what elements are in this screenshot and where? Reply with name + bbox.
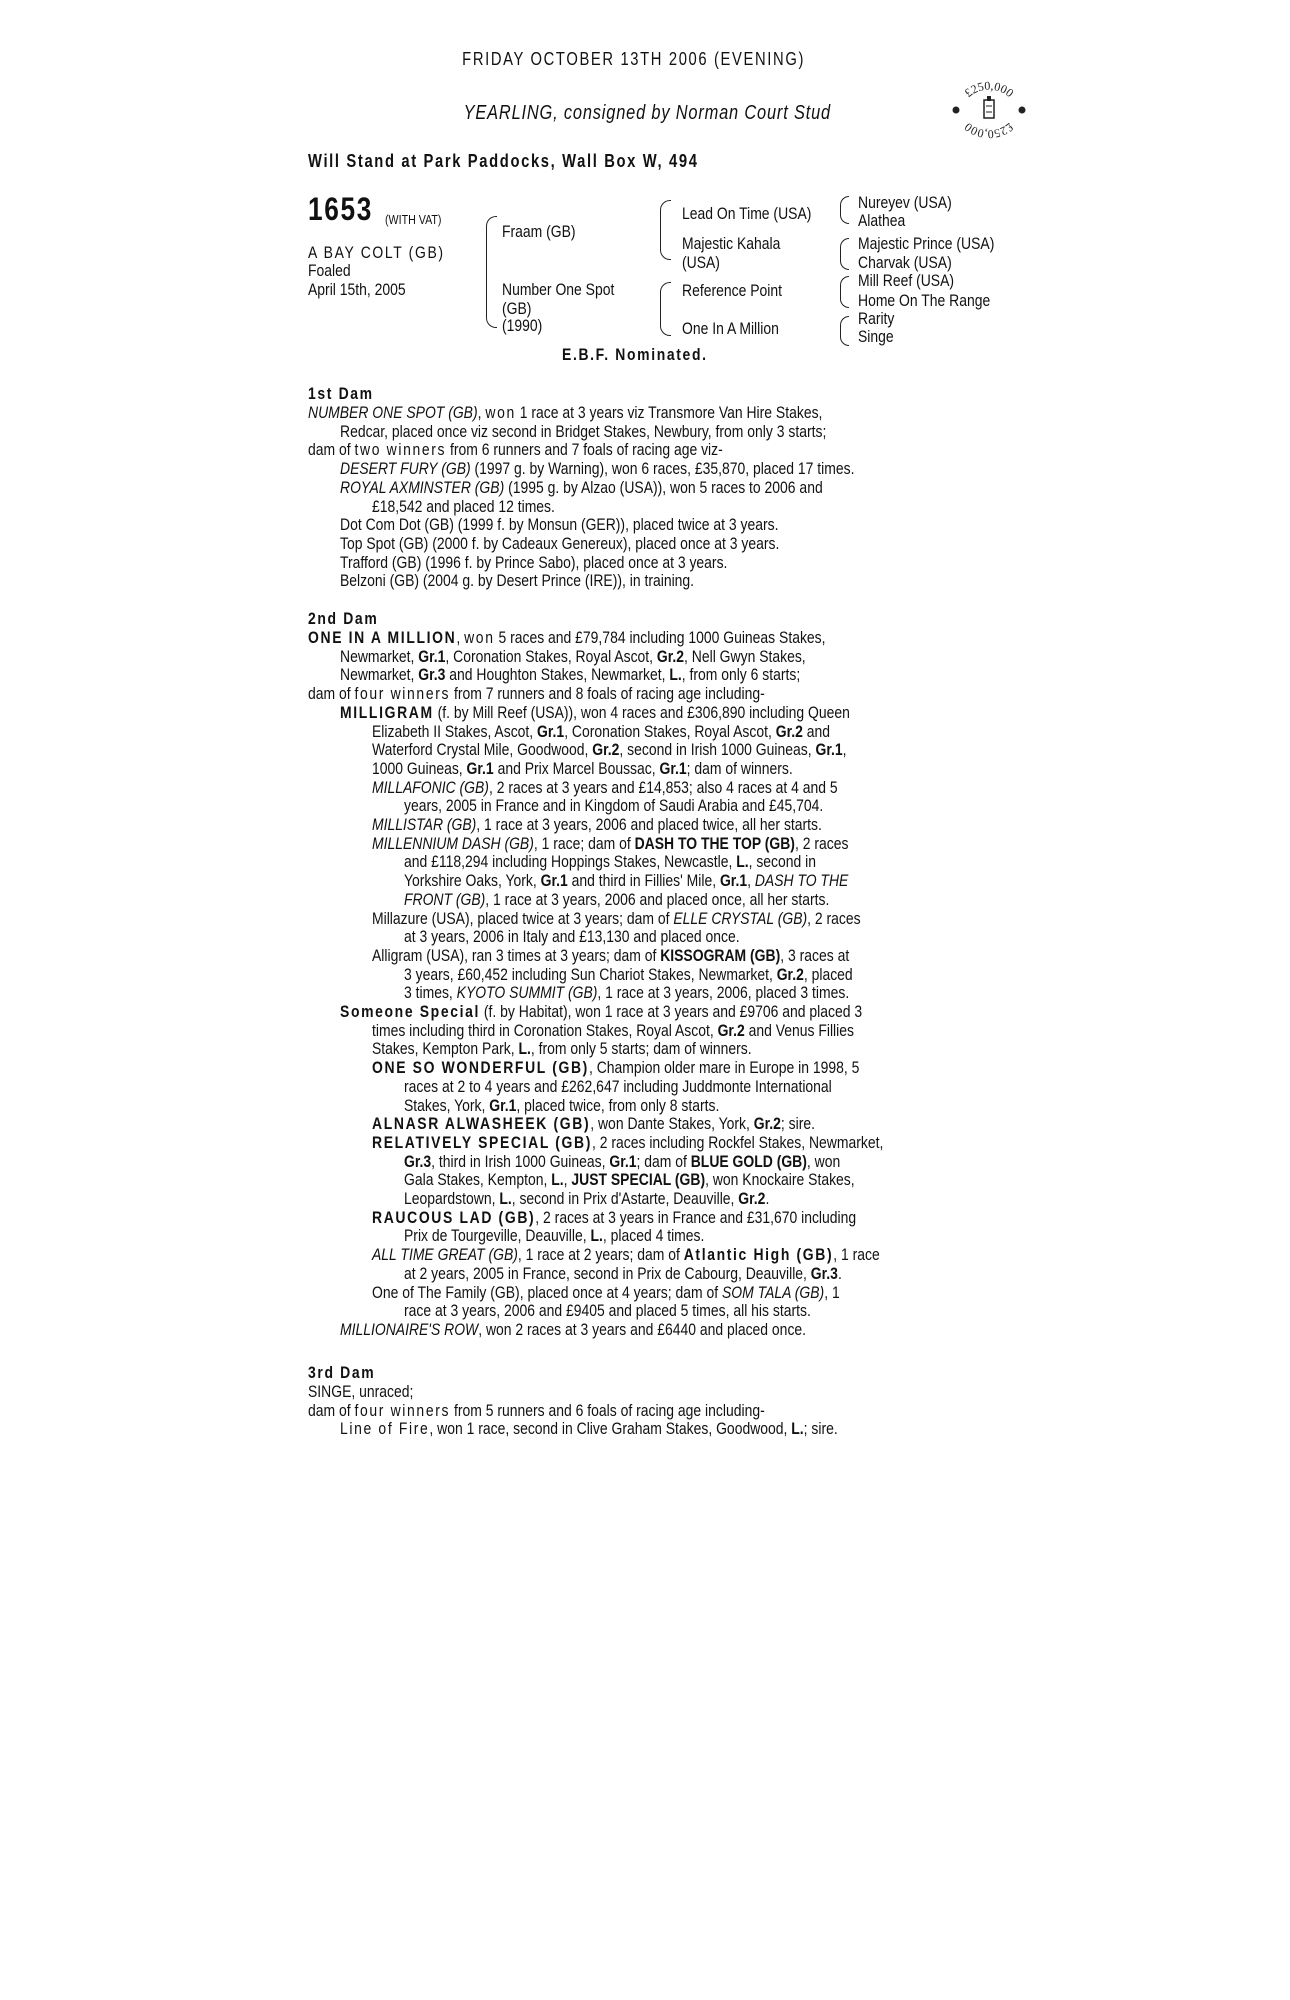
pedigree-brace-dam [660, 282, 671, 336]
vat-note: (WITH VAT) [385, 212, 442, 227]
dam2-line: MILLIONAIRE'S ROW, won 2 races at 3 years and £6440 and placed once. [340, 1319, 807, 1339]
foaled-label: Foaled [308, 261, 351, 280]
dam2-line: 3 years, £60,452 including Sun Chariot Stakes, Newmarket, Gr.2, placed [404, 964, 853, 984]
great-grandparent-1: Nureyev (USA) [858, 193, 952, 212]
dam2-line: Waterford Crystal Mile, Goodwood, Gr.2, second in Irish 1000 Guineas, Gr.1, [372, 740, 847, 760]
dam1-line: £18,542 and placed 12 times. [372, 496, 555, 516]
dam2-line: ONE IN A MILLION, won 5 races and £79,784 including 1000 Guineas Stakes, [308, 628, 826, 647]
dam-name-line1: Number One Spot [502, 280, 615, 299]
pedigree-brace-g3 [840, 276, 849, 308]
dam2-line: 1000 Guineas, Gr.1 and Prix Marcel Boussac, Gr.1; dam of winners. [372, 758, 793, 778]
sire-dam-line2: (USA) [682, 253, 720, 272]
dam2-line: Leopardstown, L., second in Prix d'Astarte, Deauville, Gr.2. [404, 1189, 770, 1208]
consignor-line: YEARLING, consigned by Norman Court Stud [463, 102, 831, 124]
dam1-line: Top Spot (GB) (2000 f. by Cadeaux Genereux), placed once at 3 years. [340, 533, 780, 553]
great-grandparent-5: Mill Reef (USA) [858, 271, 955, 290]
dam2-line: MILLENNIUM DASH (GB), 1 race; dam of DASH TO THE TOP (GB), 2 races [372, 833, 849, 853]
great-grandparent-7: Rarity [858, 309, 895, 328]
dam2-line: at 2 years, 2005 in France, second in Prix de Cabourg, Deauville, Gr.3. [404, 1263, 842, 1283]
dam3-line: SINGE, unraced; [308, 1382, 414, 1401]
pedigree-brace-g4 [840, 316, 849, 346]
dam2-line: Alligram (USA), ran 3 times at 3 years; dam of KISSOGRAM (GB), 3 races at [372, 945, 850, 965]
sale-date: FRIDAY OCTOBER 13TH 2006 (EVENING) [462, 49, 806, 69]
badge-text-bottom: £250,000 [961, 119, 1017, 142]
dam1-line: NUMBER ONE SPOT (GB), won 1 race at 3 years viz Transmore Van Hire Stakes, [308, 403, 823, 422]
pedigree-brace-main [486, 216, 497, 328]
dam-name-line2: (GB) [502, 299, 532, 318]
svg-text:£250,000 [962, 120, 1017, 141]
lot-number: 1653 [308, 191, 373, 227]
dam2-line: Someone Special (f. by Habitat), won 1 race at 3 years and £9706 and placed 3 [340, 1002, 863, 1021]
dam-sire: Reference Point [682, 281, 782, 300]
sire-sire: Lead On Time (USA) [682, 204, 812, 223]
great-grandparent-8: Singe [858, 327, 894, 346]
dam2-line: Gr.3, third in Irish 1000 Guineas, Gr.1; dam of BLUE GOLD (GB), won [404, 1151, 841, 1171]
dam2-line: RAUCOUS LAD (GB), 2 races at 3 years in France and £31,670 including [372, 1207, 857, 1227]
dam2-line: and £118,294 including Hoppings Stakes, Newcastle, L., second in [404, 852, 817, 872]
pedigree-brace-sire [660, 200, 671, 260]
lot-description: A BAY COLT (GB) [308, 243, 445, 262]
great-grandparent-4: Charvak (USA) [858, 253, 952, 272]
dam2-line: ALNASR ALWASHEEK (GB), won Dante Stakes, York, Gr.2; sire. [372, 1114, 815, 1134]
dam2-line: Newmarket, Gr.3 and Houghton Stakes, Newmarket, L., from only 6 starts; [340, 665, 801, 685]
price-seal-icon [948, 68, 1030, 150]
dam1-line: ROYAL AXMINSTER (GB) (1995 g. by Alzao (USA)), won 5 races to 2006 and [340, 477, 823, 497]
dam2-line: MILLIGRAM (f. by Mill Reef (USA)), won 4 races and £306,890 including Queen [340, 702, 850, 722]
dam2-line: Millazure (USA), placed twice at 3 years; dam of ELLE CRYSTAL (GB), 2 races [372, 908, 861, 928]
dam1-line: Dot Com Dot (GB) (1999 f. by Monsun (GER)), placed twice at 3 years. [340, 515, 779, 535]
dam2-line: Yorkshire Oaks, York, Gr.1 and third in Fillies' Mile, Gr.1, DASH TO THE [404, 871, 849, 891]
dam2-line: ALL TIME GREAT (GB), 1 race at 2 years; dam of Atlantic High (GB), 1 race [372, 1245, 880, 1265]
lot-number-row [308, 192, 387, 226]
dam1-line: Redcar, placed once viz second in Bridget Stakes, Newbury, from only 3 starts; [340, 421, 827, 441]
dam2-line: Stakes, York, Gr.1, placed twice, from only 8 starts. [404, 1095, 720, 1115]
dam2-line: at 3 years, 2006 in Italy and £13,130 and placed once. [404, 927, 740, 947]
dam2-line: 3 times, KYOTO SUMMIT (GB), 1 race at 3 years, 2006, placed 3 times. [404, 983, 850, 1003]
pedigree-brace-g1 [840, 196, 849, 224]
dam2-line: Newmarket, Gr.1, Coronation Stakes, Royal Ascot, Gr.2, Nell Gwyn Stakes, [340, 646, 806, 666]
dam2-line: times including third in Coronation Stakes, Royal Ascot, Gr.2 and Venus Fillies [372, 1020, 854, 1040]
sire-dam-line1: Majestic Kahala [682, 234, 781, 253]
badge-text-top: £250,000 [961, 78, 1017, 101]
dam2-heading: 2nd Dam [308, 609, 379, 628]
dam1-line: Trafford (GB) (1996 f. by Prince Sabo), placed once at 3 years. [340, 552, 728, 572]
dam2-line: RELATIVELY SPECIAL (GB), 2 races including Rockfel Stakes, Newmarket, [372, 1132, 884, 1152]
dam2-line: One of The Family (GB), placed once at 4 years; dam of SOM TALA (GB), 1 [372, 1282, 840, 1302]
pedigree-brace-g2 [840, 238, 849, 270]
dam3-line: dam of four winners from 5 runners and 6 foals of racing age including- [308, 1400, 765, 1420]
sire-name: Fraam (GB) [502, 222, 576, 241]
dam2-line: MILLISTAR (GB), 1 race at 3 years, 2006 and placed twice, all her starts. [372, 815, 822, 834]
dam2-line: Prix de Tourgeville, Deauville, L., placed 4 times. [404, 1226, 705, 1246]
dam2-line: MILLAFONIC (GB), 2 races at 3 years and £14,853; also 4 races at 4 and 5 [372, 777, 838, 797]
dam2-line: years, 2005 in France and in Kingdom of Saudi Arabia and £45,704. [404, 796, 824, 816]
dam2-line: races at 2 to 4 years and £262,647 including Juddmonte International [404, 1076, 832, 1096]
ebf-nominated: E.B.F. Nominated. [562, 345, 708, 364]
dam2-line: Gala Stakes, Kempton, L., JUST SPECIAL (GB), won Knockaire Stakes, [404, 1170, 855, 1190]
great-grandparent-2: Alathea [858, 211, 906, 230]
dam2-line: Stakes, Kempton Park, L., from only 5 starts; dam of winners. [372, 1039, 752, 1059]
dam3-line: Line of Fire, won 1 race, second in Clive Graham Stakes, Goodwood, L.; sire. [340, 1419, 838, 1439]
stand-location: Will Stand at Park Paddocks, Wall Box W, 494 [308, 151, 699, 171]
dam1-line: DESERT FURY (GB) (1997 g. by Warning), won 6 races, £35,870, placed 17 times. [340, 459, 855, 479]
dam2-line: ONE SO WONDERFUL (GB), Champion older mare in Europe in 1998, 5 [372, 1058, 860, 1078]
dam-name-line3: (1990) [502, 316, 543, 335]
dam1-line: Belzoni (GB) (2004 g. by Desert Prince (IRE)), in training. [340, 571, 695, 591]
dam1-heading: 1st Dam [308, 384, 374, 403]
dam3-heading: 3rd Dam [308, 1363, 376, 1382]
dam-dam: One In A Million [682, 319, 779, 338]
great-grandparent-6: Home On The Range [858, 291, 991, 310]
dam2-line: FRONT (GB), 1 race at 3 years, 2006 and placed once, all her starts. [404, 889, 830, 909]
great-grandparent-3: Majestic Prince (USA) [858, 234, 995, 253]
foaled-date: April 15th, 2005 [308, 280, 406, 299]
dam2-line: Elizabeth II Stakes, Ascot, Gr.1, Coronation Stakes, Royal Ascot, Gr.2 and [372, 721, 830, 741]
dam2-line: race at 3 years, 2006 and £9405 and placed 5 times, all his starts. [404, 1301, 811, 1321]
dam1-line: dam of two winners from 6 runners and 7 foals of racing age viz- [308, 440, 723, 460]
dam2-line: dam of four winners from 7 runners and 8 foals of racing age including- [308, 684, 765, 704]
